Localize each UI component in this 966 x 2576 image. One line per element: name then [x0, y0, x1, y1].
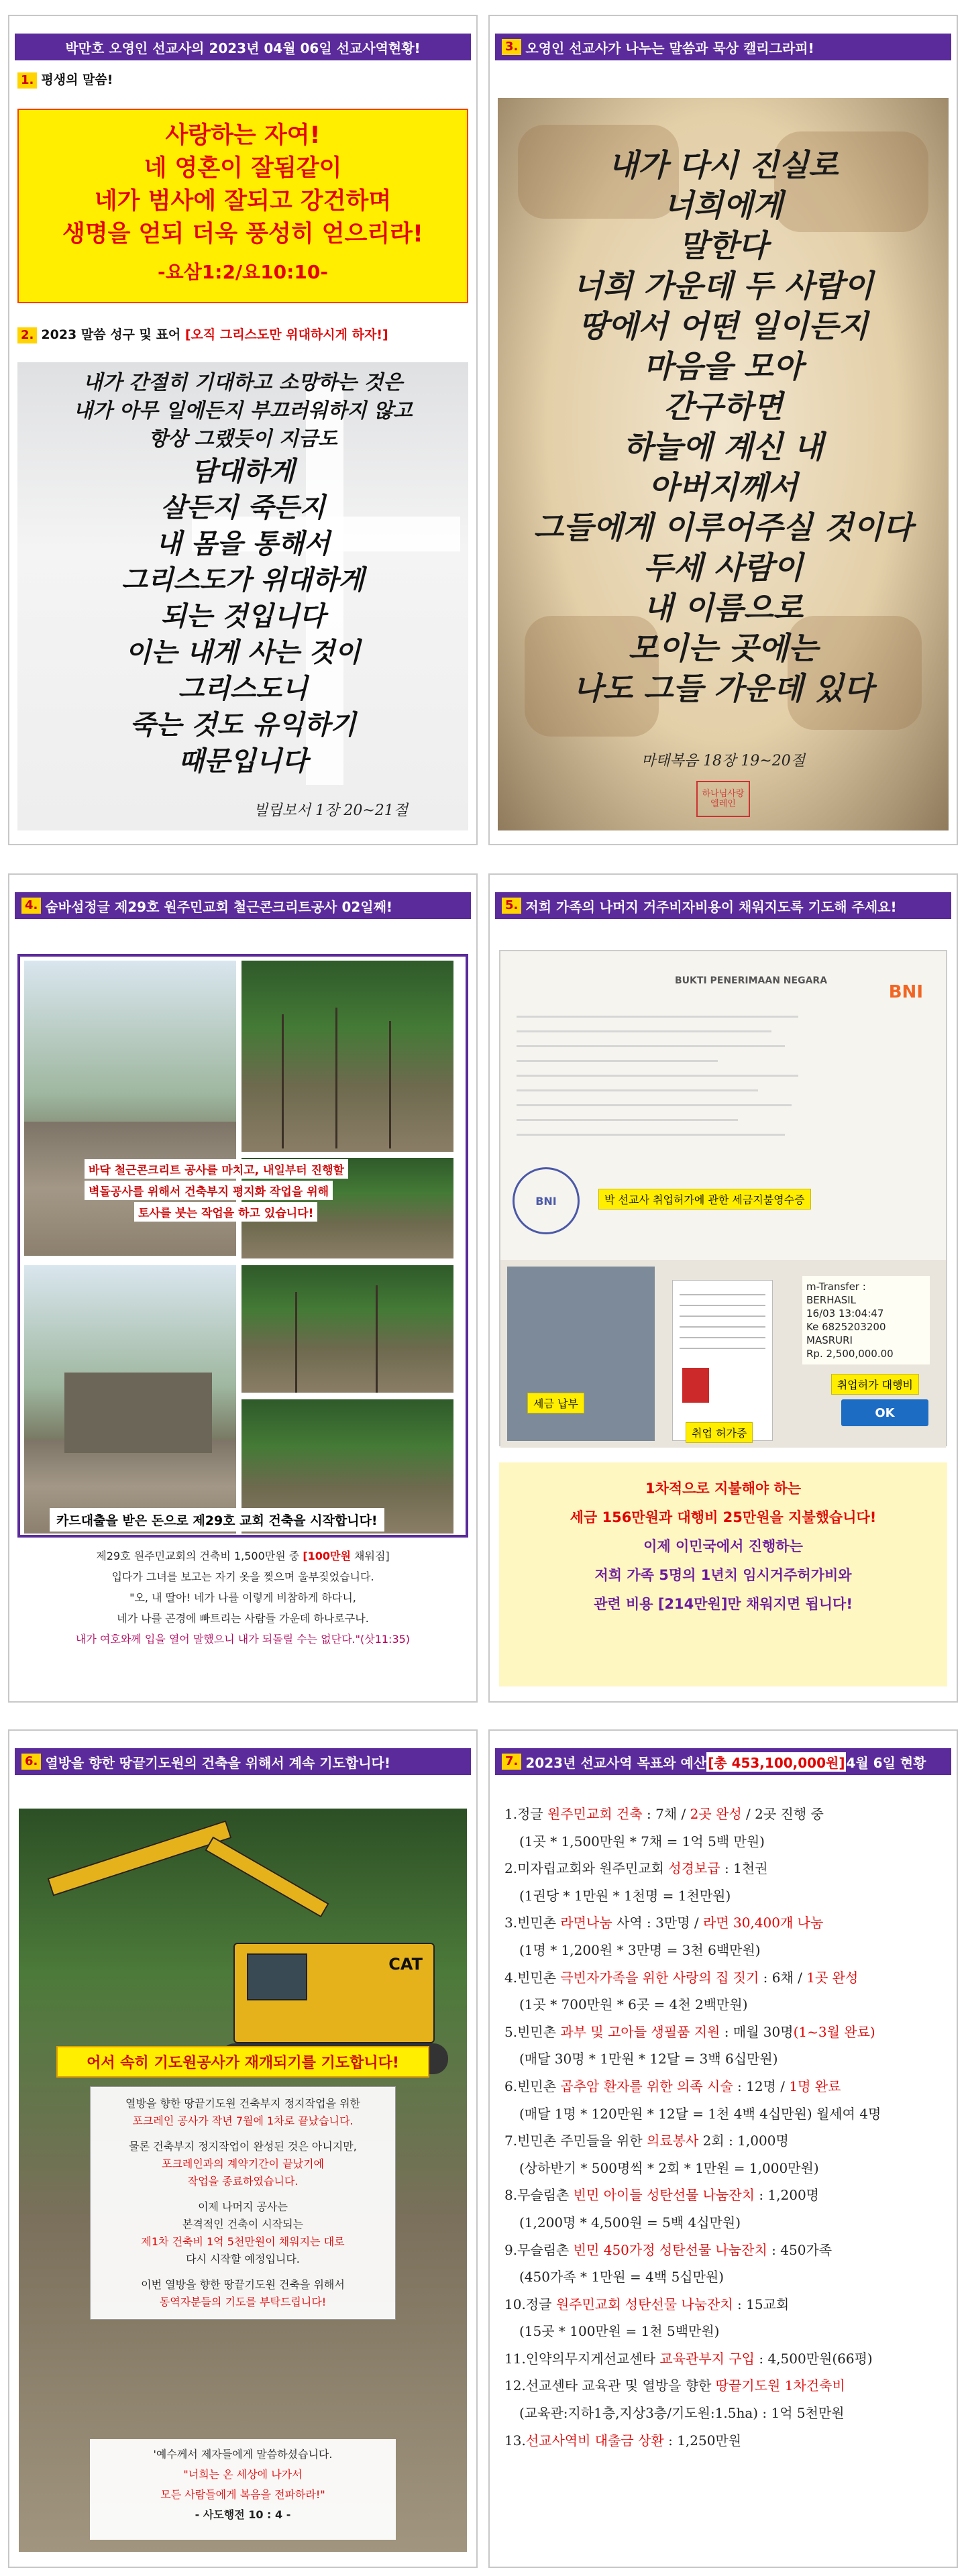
calli-line: 그들에게 이루어주실 것이다 — [533, 509, 913, 545]
calli-line: 그리스도가 위대하게 — [121, 564, 364, 596]
info-line: 본격적인 건축이 시작되는 — [182, 2218, 304, 2231]
calligraphy-source: 빌립보서 1장 20~21절 — [254, 802, 408, 819]
mtransfer-line: 16/03 13:04:47 — [806, 1307, 884, 1320]
goal-text: : 15교회 — [733, 2296, 790, 2312]
info-line: 이제 이민국에서 진행하는 — [643, 1538, 803, 1554]
goal-text: 사역 : 3만명 / — [612, 1915, 703, 1931]
goal-item — [504, 1801, 946, 1828]
info-line: 저희 가족 5명의 1년치 임시거주허가비와 — [594, 1567, 852, 1583]
section-number: 4. — [21, 898, 41, 914]
image-tag: 취업 허가증 — [686, 1422, 753, 1443]
goal-text: 원주민교회 성탄선물 나눔잔치 — [555, 2296, 733, 2312]
image-tag: 세금 납부 — [527, 1393, 584, 1413]
total-budget: [총 453,100,000원] — [706, 1752, 846, 1772]
header-text: 2023년 선교사역 목표와 예산 — [525, 1754, 707, 1771]
goal-text: 1명 완료 — [789, 2078, 841, 2094]
goal-item — [504, 2345, 946, 2373]
goal-text: 라면나눔 — [560, 1915, 612, 1931]
goal-text: 곱추암 환자를 위한 의족 시술 — [560, 2078, 733, 2094]
visa-info-box — [499, 1462, 947, 1686]
goal-text: 9.무슬림촌 — [504, 2241, 574, 2258]
goal-text: (1~3월 완료) — [793, 2023, 875, 2040]
section-number: 3. — [502, 39, 521, 55]
calli-line: 되는 것입니다 — [160, 600, 325, 632]
header-text: 저희 가족의 나머지 거주비자비용이 채워지도록 기도해 주세요! — [525, 898, 897, 915]
calli-line: 담대하게 — [191, 455, 295, 487]
calli-line: 나도 그들 가운데 있다 — [573, 670, 873, 706]
receipt-title: BUKTI PENERIMAAN NEGARA — [675, 975, 828, 986]
goal-item — [504, 1909, 946, 1937]
goal-text: 11.인약의무지게선교센타 — [504, 2350, 660, 2367]
verse-line: 네 영혼이 잘됨같이 — [144, 155, 342, 182]
goal-detail: (15곳 * 100만원 = 1천 5백만원) — [519, 2323, 720, 2340]
goal-text: 의료봉사 — [647, 2133, 699, 2149]
goal-detail: (상하반기 * 500명씩 * 2회 * 1만원 = 1,000만원) — [519, 2159, 819, 2176]
prayer-title: 어서 속히 기도원공사가 재개되기를 기도합니다! — [56, 2046, 429, 2078]
calli-line: 내 이름으로 — [643, 590, 804, 626]
goal-text: 2.미자립교회와 원주민교회 — [504, 1860, 669, 1877]
budget-filled: [100만원 — [303, 1550, 351, 1562]
info-line: 이번 열방을 향한 땅끝기도원 건축을 위해서 — [141, 2278, 345, 2291]
panel-header — [495, 892, 951, 919]
goal-text: : 7채 / — [642, 1806, 690, 1822]
goal-text: 성경보급 — [668, 1860, 720, 1877]
panel-header — [495, 34, 951, 60]
photo-caption: 벽돌공사를 위해서 건축부지 평지화 작업을 위해 — [85, 1181, 333, 1200]
info-line: 관련 비용 [214만원]만 채워지면 됩니다! — [594, 1596, 853, 1612]
header-text: 오영인 선교사가 나누는 말씀과 묵상 캘리그라피! — [525, 40, 814, 56]
goal-text: 1곳 완성 — [806, 1969, 859, 1986]
panel-goals-budget — [488, 1729, 958, 2568]
scripture-line: '예수께서 제자들에게 말씀하셨습니다. — [153, 2448, 333, 2461]
goal-item — [504, 2427, 946, 2455]
calli-line: 하늘에 계신 내 — [623, 429, 824, 465]
goal-text: 2곳 완성 — [690, 1806, 742, 1822]
goal-text: : 1,200명 — [754, 2187, 819, 2204]
header-text: 열방을 향한 땅끝기도원의 건축을 위해서 계속 기도합니다! — [45, 1754, 390, 1771]
goal-detail: (450가족 * 1만원 = 4백 5십만원) — [519, 2269, 724, 2286]
goal-text: 1.정글 — [504, 1806, 548, 1822]
calli-line: 항상 그랬듯이 지금도 — [148, 427, 337, 451]
info-line: 포크레인과의 계약기간이 끝났기에 — [161, 2157, 324, 2170]
calli-line: 내 몸을 통해서 — [156, 528, 330, 559]
goal-text: 3.빈민촌 — [504, 1915, 561, 1931]
scripture-card — [90, 2439, 396, 2540]
section-label — [17, 325, 388, 343]
budget-text: 채워짐] — [350, 1550, 390, 1562]
goal-text: 6.빈민촌 — [504, 2078, 561, 2094]
panel-header — [15, 34, 471, 60]
scripture-line: 입다가 그녀를 보고는 자기 옷을 찢으며 울부짖었습니다. — [111, 1570, 374, 1583]
goal-item — [504, 2127, 946, 2155]
ok-button[interactable]: OK — [841, 1399, 928, 1426]
calli-line: 모이는 곳에는 — [628, 630, 818, 666]
info-line: 다시 시작할 예정입니다. — [186, 2253, 300, 2265]
goal-list — [504, 1801, 946, 2454]
verse-box — [17, 109, 468, 303]
goal-detail: (1곳 * 1,500만원 * 7채 = 1억 5백 만원) — [519, 1833, 765, 1849]
calli-line: 살든지 죽든지 — [160, 492, 325, 523]
section-number: 6. — [21, 1754, 41, 1770]
goal-text: 원주민교회 건축 — [547, 1806, 643, 1822]
section-label — [17, 70, 113, 89]
panel-lifetime-verse — [8, 15, 478, 845]
info-line: 포크레인 공사가 작년 7월에 1차로 끝났습니다. — [132, 2114, 354, 2127]
calli-line: 땅에서 어떤 일이든지 — [578, 308, 868, 344]
calli-line: 내가 간절히 기대하고 소망하는 것은 — [83, 371, 403, 394]
section-title: 2023 말씀 성구 및 표어 — [41, 327, 181, 342]
collage-caption: 카드대출을 받은 돈으로 제29호 교회 건축을 시작합니다! — [50, 1508, 384, 1532]
panel-calligraphy-meditation — [488, 15, 958, 845]
goal-item — [504, 2291, 946, 2318]
goal-text: 땅끝기도원 1차건축비 — [715, 2377, 845, 2394]
section-number: 1. — [17, 72, 37, 89]
mtransfer-line: Rp. 2,500,000.00 — [806, 1348, 894, 1360]
goal-detail: (매달 1명 * 120만원 * 12달 = 1천 4백 4십만원) 월세여 4명 — [519, 2105, 881, 2122]
calli-line: 내가 다시 진실로 — [608, 147, 839, 183]
calli-line: 말한다 — [678, 227, 768, 264]
calli-line: 간구하면 — [663, 388, 783, 425]
calligraphy-image — [498, 98, 949, 830]
goal-item — [504, 1855, 946, 1882]
goal-text: : 1천권 — [720, 1860, 768, 1877]
info-line: 작업을 종료하였습니다. — [187, 2175, 299, 2188]
goal-text: : 1,250만원 — [663, 2432, 742, 2449]
church-text-block — [17, 1546, 468, 1650]
calli-line: 아버지께서 — [648, 469, 798, 505]
header-text: 숨바섬정글 제29호 원주민교회 철근콘크리트공사 02일째! — [45, 898, 393, 915]
bank-logo: BNI — [888, 982, 923, 1002]
scripture-line: 네가 나를 곤경에 빠트리는 사람들 가운데 하나로구나. — [117, 1612, 369, 1625]
permit-document — [672, 1280, 773, 1441]
calligraphy-image — [17, 362, 468, 830]
mtransfer-line: Ke 6825203200 — [806, 1321, 886, 1333]
goal-text: 12.선교센타 교육관 및 열방을 향한 — [504, 2377, 716, 2394]
photo-caption: 바닥 철근콘크리트 공사를 마치고, 내일부터 진행할 — [85, 1159, 348, 1179]
artist-stamp: 하나님사랑 엘레인 — [696, 781, 750, 817]
goal-text: : 12명 / — [733, 2078, 790, 2094]
mtransfer-line: MASRURI — [806, 1334, 853, 1346]
bank-seal: BNI — [513, 1167, 580, 1234]
panel-church-construction — [8, 873, 478, 1703]
panel-prayer-house — [8, 1729, 478, 2568]
goal-text: 10.정글 — [504, 2296, 556, 2312]
calli-line: 너희에게 — [663, 187, 783, 223]
photo-dump-truck — [24, 1265, 236, 1534]
photo-collage — [17, 954, 468, 1538]
goal-text: : 매월 30명 — [720, 2023, 794, 2040]
section-title: 평생의 말씀! — [41, 72, 113, 87]
excavator-arm — [48, 1820, 232, 1896]
prayer-info-card — [90, 2086, 396, 2320]
panel-header — [495, 1748, 951, 1775]
calli-line: 두세 사람이 — [643, 549, 804, 586]
goal-text: 2회 : 1,000명 — [698, 2133, 789, 2149]
goal-text: 과부 및 고아들 생필품 지원 — [560, 2023, 720, 2040]
photo-payment — [507, 1267, 655, 1441]
goal-text: 13. — [504, 2432, 526, 2449]
goal-text: 교육관부지 구입 — [659, 2350, 755, 2367]
verse-line: 사랑하는 자여! — [165, 122, 321, 149]
goal-detail: (1,200명 * 4,500원 = 5백 4십만원) — [519, 2214, 741, 2231]
excavator-arm — [205, 1837, 329, 1918]
info-line: 물론 건축부지 정지작업이 완성된 것은 아니지만, — [129, 2140, 357, 2153]
photo-foundation-rebar — [241, 961, 453, 1152]
goal-item — [504, 2182, 946, 2209]
mtransfer-receipt — [802, 1276, 930, 1364]
verse-line: 생명을 얻되 더욱 풍성히 얻으리라! — [62, 221, 424, 248]
calli-line: 이는 내게 사는 것이 — [125, 637, 361, 668]
verse-line: 네가 범사에 잘되고 강건하며 — [94, 188, 392, 215]
goal-item — [504, 2237, 946, 2264]
goal-detail: (매달 30명 * 1만원 * 12달 = 3백 6십만원) — [519, 2051, 778, 2068]
goal-text: 5.빈민촌 — [504, 2023, 561, 2040]
photo-columns — [241, 1265, 453, 1393]
calli-line: 너희 가운데 두 사람이 — [573, 268, 873, 304]
calli-line: 때문입니다 — [178, 745, 308, 777]
goal-text: 빈민 아이들 성탄선물 나눔잔치 — [573, 2187, 755, 2204]
panel-header — [15, 892, 471, 919]
panel-residence-visa — [488, 873, 958, 1703]
goal-item — [504, 2073, 946, 2100]
image-tag: 박 선교사 취업허가에 관한 세금지불영수증 — [598, 1189, 811, 1210]
panel-header — [15, 1748, 471, 1775]
goal-detail: (1명 * 1,200원 * 3만명 = 3천 6백만원) — [519, 1941, 761, 1958]
mtransfer-line: m-Transfer : — [806, 1281, 866, 1293]
image-tag: 취업허가 대행비 — [831, 1374, 919, 1395]
info-line: 동역자분들의 기도를 부탁드립니다! — [159, 2296, 327, 2308]
calli-line: 마음을 모아 — [643, 348, 804, 384]
calligraphy-source: 마태복음 18장 19~20절 — [641, 753, 805, 769]
info-line: 세금 156만원과 대행비 25만원을 지불했습니다! — [570, 1509, 877, 1525]
excavator-cab — [247, 1953, 307, 2000]
photo-caption: 토사를 붓는 작업을 하고 있습니다! — [134, 1202, 317, 1222]
calli-line: 그리스도니 — [178, 673, 308, 704]
budget-text: 제29호 원주민교회의 건축비 1,500만원 중 — [96, 1550, 303, 1562]
calligraphy-text — [17, 369, 468, 780]
header-text: 4월 6일 현황 — [846, 1754, 926, 1771]
calligraphy-text — [498, 145, 949, 708]
goal-detail: (교육관:지하1층,지상3층/기도원:1.5ha) : 1억 5천만원 — [519, 2405, 845, 2422]
goal-item — [504, 1964, 946, 1992]
scripture-line: 모든 사람들에게 복음을 전파하라!" — [160, 2488, 325, 2501]
scripture-line: "오, 내 딸아! 네가 나를 이렇게 비참하게 하다니, — [129, 1591, 356, 1604]
scripture-line: "너희는 온 세상에 나가서 — [183, 2468, 303, 2481]
motto-text: [오직 그리스도만 위대하시게 하자!] — [184, 327, 388, 342]
goal-text: 빈민 450가정 성탄선물 나눔잔치 — [573, 2241, 767, 2258]
goal-text: 선교사역비 대출금 상환 — [525, 2432, 664, 2449]
goal-item — [504, 2372, 946, 2400]
goal-text: 극빈자가족을 위한 사랑의 집 짓기 — [560, 1969, 759, 1986]
goal-text: : 4,500만원(66평) — [754, 2350, 873, 2367]
calli-line: 죽는 것도 유익하기 — [129, 709, 356, 741]
goal-text: : 6채 / — [759, 1969, 807, 1986]
verse-reference: -요삼1:2/요10:10- — [158, 261, 328, 283]
info-line: 열방을 향한 땅끝기도원 건축부지 정지작업을 위한 — [125, 2097, 360, 2110]
tax-receipt-image — [499, 950, 947, 1446]
goal-item — [504, 2019, 946, 2046]
info-line: 이제 나머지 공사는 — [198, 2200, 288, 2213]
section-number: 7. — [502, 1754, 521, 1770]
scripture-line: 내가 여호와께 입을 열어 말했으니 내가 되돌릴 수는 없단다."(삿11:35) — [75, 1633, 411, 1646]
section-number: 2. — [17, 327, 37, 343]
mtransfer-line: BERHASIL — [806, 1294, 857, 1306]
goal-detail: (1곳 * 700만원 * 6곳 = 4천 2백만원) — [519, 1996, 748, 2013]
excavator-body — [233, 1943, 435, 2043]
goal-text: 4.빈민촌 — [504, 1969, 561, 1986]
goal-text: : 450가족 — [767, 2241, 833, 2258]
goal-text: 7.빈민촌 주민들을 위한 — [504, 2133, 647, 2149]
header-text: 박만호 오영인 선교사의 2023년 04월 06일 선교사역현황! — [65, 40, 421, 56]
section-number: 5. — [502, 898, 521, 914]
goal-text: 8.무슬림촌 — [504, 2187, 574, 2204]
calli-line: 내가 아무 일에든지 부끄러워하지 않고 — [73, 399, 413, 423]
goal-text: / 2곳 진행 중 — [741, 1806, 824, 1822]
info-line: 1차적으로 지불해야 하는 — [645, 1481, 802, 1497]
goal-text: 라면 30,400개 나눔 — [702, 1915, 824, 1931]
budget-line — [17, 1546, 468, 1566]
machine-label: CAT — [388, 1955, 423, 1974]
scripture-line: - 사도행전 10 : 4 - — [195, 2508, 291, 2521]
goal-detail: (1권당 * 1만원 * 1천명 = 1천만원) — [519, 1887, 731, 1904]
info-line: 제1차 건축비 1억 5천만원이 채워지는 대로 — [141, 2235, 345, 2248]
